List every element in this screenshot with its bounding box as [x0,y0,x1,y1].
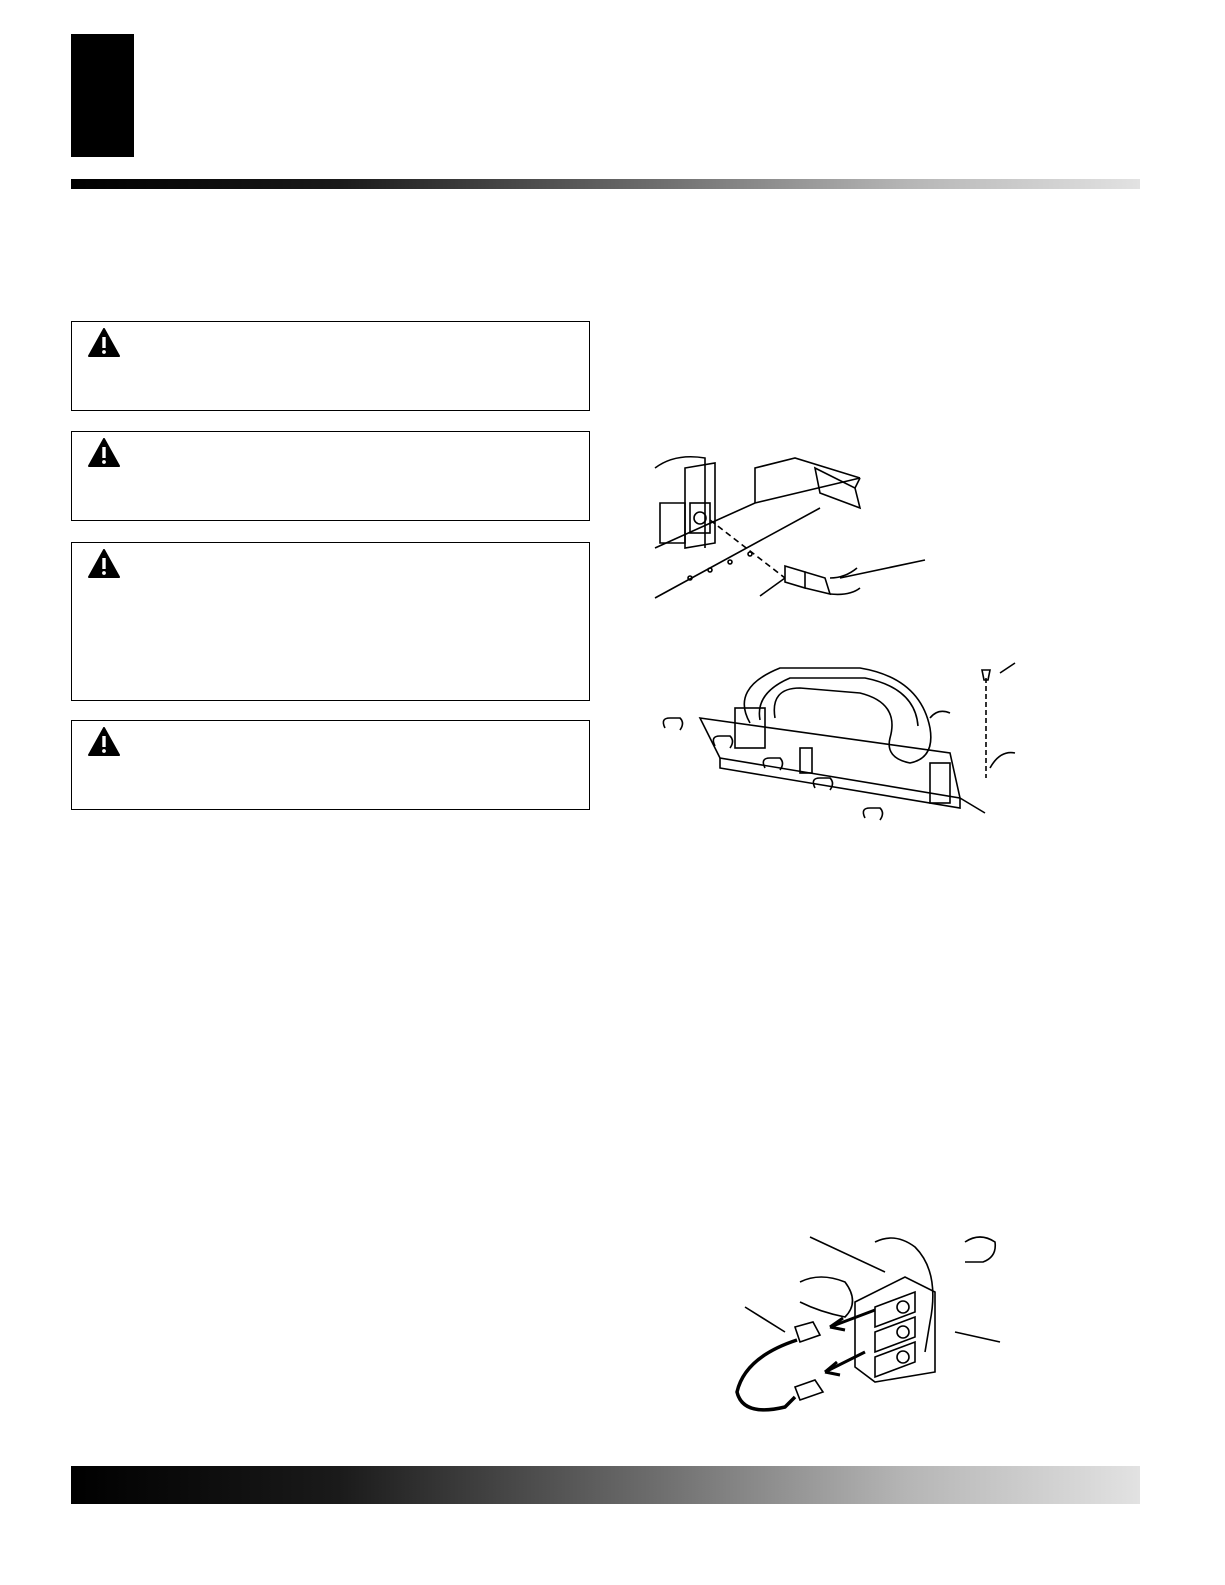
warning-triangle-icon [88,328,120,358]
warning-box-4 [71,720,590,810]
warning-box-1 [71,321,590,411]
section-tab-marker [71,34,134,157]
warning-triangle-icon [88,549,120,579]
warning-box-2 [71,431,590,521]
figure-wire-harness-terminal [725,1232,1020,1432]
figure-gas-line-connection [645,448,945,608]
warning-triangle-icon [88,727,120,757]
figure-burner-assembly [660,648,1030,848]
warning-triangle-icon [88,438,120,468]
footer-rule [71,1466,1140,1504]
warning-box-3 [71,542,590,701]
header-rule [71,179,1140,189]
